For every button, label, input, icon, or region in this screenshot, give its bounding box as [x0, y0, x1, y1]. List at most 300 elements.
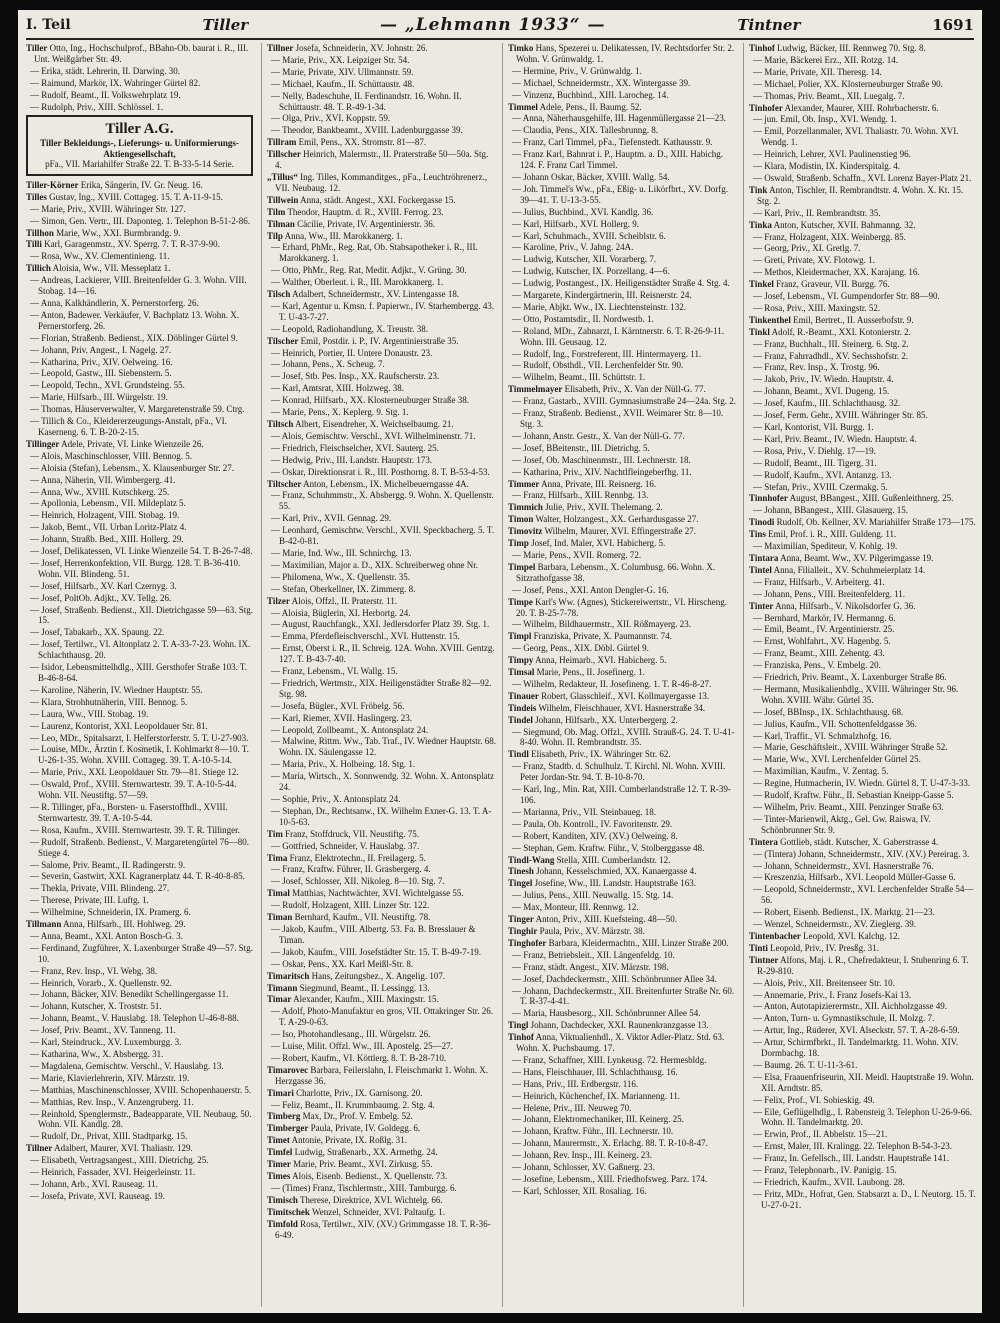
directory-entry [508, 1079, 737, 1090]
entry-text: Charlotte, Priv., IX. Garnisong. 20. [296, 1087, 423, 1098]
entry-text: — Katharina, Ww., X. Absbergg. 31. [30, 1049, 164, 1059]
entry-surname: Tillinger [26, 438, 60, 449]
directory-entry [749, 517, 978, 528]
entry-text: — Luise, Milit. Offzl. Ww., III. Apostelg. 25—27. [271, 1041, 453, 1052]
entry-text: — Wilhelm, Beamt., III. Schüttstr. 1. [512, 372, 646, 383]
entry-text: — Heinrich, Portier, II. Untere Donaustr. 23. [271, 347, 433, 358]
entry-text: — Robert, Kanditen, XIV. (XV.) Oelweing. 8. [512, 830, 678, 841]
directory-entry [508, 938, 737, 949]
directory-columns [26, 43, 978, 1307]
directory-entry [508, 831, 737, 842]
directory-entry [267, 172, 496, 194]
entry-text: Ing. Tilles, Kommanditges., pFa., Leuchtröhrenerz., VII. Neubaug. 12. [275, 171, 488, 193]
entry-surname: Tinauer [508, 690, 539, 701]
directory-entry [508, 102, 737, 113]
entry-surname: Timaritsch [267, 970, 310, 981]
entry-text: — Maximilian, Kaufm., V. Zentag. 5. [753, 766, 889, 777]
entry-text: — Marie, Priv., XVIII. Währinger Str. 127. [30, 203, 186, 214]
entry-text: — Tinter-Marienwil, Aktg., Gel. Gw. Raiswa, IV. Schönbrunner Str. 9. [753, 813, 931, 835]
entry-text: — Franz, Stadtb. d. Schulhulz. T. Kirchl. Nl. Wohn. XVIII. Peter Jordan-Str. 94. T. B-10-8-70. [512, 761, 726, 783]
directory-entry [267, 736, 496, 758]
entry-text: — Hermine, Priv., V. Grünwaldg. 1. [512, 65, 642, 76]
entry-text: — Heinrich, Lehrer, XVI. Paulinenstieg 96. [753, 149, 911, 160]
entry-surname: Tindl [508, 749, 529, 760]
directory-entry [749, 529, 978, 540]
directory-entry [749, 279, 978, 290]
directory-entry [267, 725, 496, 736]
directory-entry [508, 502, 737, 513]
entry-surname: Tinger [508, 914, 534, 925]
entry-surname: Tins [749, 529, 766, 540]
entry-text: Johann, Dachdecker, XXI. Raunenkranzgasse 13. [530, 1020, 709, 1031]
entry-text: — Oswald, Straßenb. Schaffn., XVI. Lorenz Bayer-Platz 21. [753, 172, 972, 183]
directory-column [261, 43, 496, 1307]
entry-text: — Adolf, Photo-Manufaktur en gros, VII. Ottakringer Str. 26. T. A-29-0-63. [271, 1006, 494, 1028]
directory-entry [267, 1065, 496, 1087]
entry-text: — Sophie, Priv., X. Antonsplatz 24. [271, 794, 401, 804]
entry-text: Franz, Graveur, VII. Burgg. 76. [776, 279, 890, 290]
entry-text: — Johann, Kutscher, X. Troststr. 51. [30, 1001, 162, 1012]
directory-entry [26, 802, 255, 824]
directory-entry [267, 829, 496, 840]
entry-text: — Josef, PoltOb. Adjkt., XV. Tellg. 26. [30, 592, 172, 603]
entry-text: — Johann, Dachdeckermstr., XII. Breitenfurter Straße Nr. 60. T. R-37-4-41. [512, 985, 735, 1007]
directory-entry [267, 1088, 496, 1099]
entry-text: — Matthias, Rev. Insp., V. Anzengruberg. 11. [30, 1096, 194, 1107]
entry-text: — Karl, Agentur u. Kmsn. f. Papierwr., IV. Starhembergg. 43. T. U-43-7-27. [271, 300, 495, 322]
entry-text: Anna, Heimarb., XVI. Habicherg. 5. [535, 655, 667, 666]
directory-entry [508, 1114, 737, 1125]
directory-entry [749, 553, 978, 564]
entry-text: Emil, Pens., XX. Stromstr. 81—87. [298, 137, 427, 148]
directory-entry [749, 43, 978, 54]
directory-entry [508, 655, 737, 666]
directory-entry [749, 103, 978, 114]
directory-entry [26, 216, 255, 227]
entry-surname: Timko [508, 43, 534, 53]
entry-text: Josef, Ind. Maler, XVI. Habicherg. 5. [531, 538, 666, 549]
entry-text: — Fritz, MDr., Hofrat, Gen. Stabsarzt a. D., I. Neutorg. 15. T. U-27-0-21. [753, 1188, 976, 1210]
entry-text: Bernhard, Kaufm., VII. Neustiftg. 78. [294, 912, 431, 923]
directory-entry [26, 463, 255, 474]
directory-entry [508, 1091, 737, 1102]
directory-entry [267, 596, 496, 607]
entry-text: — Johann, Arb., XVI. Rauseag. 11. [30, 1178, 158, 1189]
directory-page [18, 10, 982, 1313]
entry-text: — (Tintera) Johann, Schneidermstr., XIV. (XV.) Pereirag. 3. [753, 848, 970, 859]
directory-entry [26, 733, 255, 744]
directory-entry [26, 581, 255, 592]
entry-text: — Stephan, Dr., Rechtsanw., IX. Wilhelm Exner-G. 13. T. A-10-5-63. [271, 805, 492, 827]
entry-text: Adele, Private, VI. Linke Wienzeile 26. [61, 438, 204, 449]
entry-text: — jun. Emil, Ob. Insp., XVI. Wendg. 1. [753, 114, 897, 125]
last-entry-word: Tintner [737, 16, 801, 34]
directory-entry [267, 947, 496, 958]
entry-text: — Heinrich, Holzagent, VIII. Stobag. 19. [30, 510, 180, 521]
directory-entry [267, 643, 496, 665]
directory-entry [749, 849, 978, 860]
entry-surname: Tillram [267, 137, 297, 148]
directory-entry [26, 1097, 255, 1108]
directory-entry [267, 666, 496, 677]
directory-entry [267, 525, 496, 547]
entry-text: Rosa, Tertilwr., XIV. (XV.) Grimmgasse 18. T. R-36-6-49. [275, 1218, 491, 1240]
entry-surname: Timar [267, 994, 292, 1005]
entry-text: — Jakob, Priv., IV. Wiedn. Hauptstr. 4. [753, 374, 894, 385]
directory-entry [749, 707, 978, 718]
directory-entry [749, 1189, 978, 1211]
entry-surname: Tinter [749, 600, 774, 611]
entry-text: — Baumg. 26. T. U-11-3-61. [753, 1059, 858, 1070]
entry-text: — Johann, Kraftw. Führ., III. Lechnerstr. 10. [512, 1126, 674, 1137]
directory-entry [749, 386, 978, 397]
entry-text: — Julius, Buchbind., XVI. Kandlg. 36. [512, 206, 654, 217]
entry-text: — Hans, Priv., III. Erdbergstr. 116. [512, 1078, 639, 1089]
directory-entry [267, 983, 496, 994]
entry-text: Matthias, Nachtwächter, XVI. Wichtelgasse 55. [292, 888, 464, 899]
directory-entry [749, 1129, 978, 1140]
entry-text: — Johann, Rev. Insp., III. Keinerg. 23. [512, 1150, 652, 1161]
entry-text: — Karoline, Näherin, IV. Wiedner Hauptstr. 55. [30, 684, 203, 695]
entry-text: Karl, Garagenmstr., XV. Sperrg. 7. T. R-37-9-90. [44, 239, 220, 250]
entry-text: — Vinzenz, Buchbind., XIII. Larocheg. 14. [512, 89, 669, 100]
directory-entry [508, 691, 737, 702]
directory-entry [26, 1179, 255, 1190]
entry-text: — Ludwig, Kutscher, XII. Vorarberg. 7. [512, 254, 657, 265]
directory-entry [267, 1029, 496, 1040]
directory-entry [267, 560, 496, 571]
entry-text: Alois, Eisenb. Bedienst., X. Quellenstr. 73. [292, 1171, 448, 1181]
directory-entry [26, 345, 255, 356]
entry-text: — Franz, Gastarb., XVIII. Gymnasiumstraße 24—24a. Stg. 2. [512, 396, 736, 407]
directory-entry [26, 404, 255, 415]
entry-surname: Tinghofer [508, 937, 547, 948]
directory-entry [508, 302, 737, 313]
entry-text: — Leopold, Radiohandlung, X. Treustr. 38. [271, 323, 428, 334]
directory-entry [26, 1001, 255, 1012]
directory-entry [26, 180, 255, 191]
directory-entry [267, 1207, 496, 1218]
directory-entry [749, 778, 978, 789]
entry-text: — Franz, Schuhmmstr., X. Absbergg. 9. Wohn. X. Quellenstr. 55. [271, 490, 494, 512]
entry-text: — Annemarie, Priv., I. Franz Josefs-Kai 13. [753, 989, 912, 1000]
directory-entry [267, 1135, 496, 1146]
directory-entry [508, 242, 737, 253]
directory-entry [508, 78, 737, 89]
entry-text: — Franz, Hilfsarb., V. Arbeiterg. 41. [753, 576, 885, 587]
entry-text: — Karl, Priv., XVII. Gennag. 29. [271, 513, 392, 524]
entry-text: — Franz, In. Gefellsch., III. Landstr. Hauptstraße 141. [753, 1153, 949, 1164]
entry-text: Gottlieb, städt. Kutscher, X. Gaberstrasse 4. [780, 836, 939, 847]
directory-entry [26, 825, 255, 836]
directory-entry [267, 1123, 496, 1134]
directory-entry [508, 43, 737, 65]
directory-entry [508, 490, 737, 501]
entry-text: — Claudia, Pens., XIX. Tallesbrunng. 8. [512, 125, 658, 136]
entry-text: Albert, Eisendreher, X. Weichselbaumg. 21. [295, 419, 454, 429]
directory-entry [749, 446, 978, 457]
entry-surname: Times [267, 1171, 291, 1181]
directory-entry [508, 585, 737, 596]
directory-entry [508, 90, 737, 101]
directory-entry [267, 971, 496, 982]
directory-entry [508, 631, 737, 642]
entry-text: — Helene, Priv., III. Neuweg 70. [512, 1102, 632, 1113]
entry-surname: Timmer [508, 478, 540, 489]
directory-entry [26, 298, 255, 309]
directory-entry [26, 1061, 255, 1072]
directory-entry [26, 534, 255, 545]
entry-text: — Marie, Pens., XVII. Romerg. 72. [512, 549, 642, 560]
entry-text: — Georg, Pens., XIX. Döbl. Gürtel 9. [512, 643, 649, 654]
directory-entry [26, 639, 255, 661]
directory-entry [749, 208, 978, 219]
ad-text: pFa., VII. Mariahilfer Straße 22. T. B-33-5-14 Serie. [45, 159, 234, 170]
entry-text: — Karl, Riemer, XVII. Haslingerg. 23. [271, 712, 412, 723]
directory-entry [749, 1153, 978, 1164]
directory-entry [267, 1159, 496, 1170]
entry-text: — Hedwig, Priv., III. Landstr. Hauptstr. 173. [271, 454, 433, 465]
directory-entry [267, 701, 496, 712]
directory-entry [267, 631, 496, 642]
entry-surname: Tilles [26, 191, 47, 202]
entry-text: — Walther, Oberleut. i. R., III. Marokkanerg. 1. [271, 277, 444, 288]
directory-entry [749, 601, 978, 612]
entry-text: — Johann, Schlosser, XV. Gaßnerg. 23. [512, 1162, 655, 1173]
entry-text: — Jakob, Kaufm., VIII. Josefstädter Str. 15. T. B-49-7-19. [271, 946, 481, 957]
entry-text: — Alois, Priv., XII. Breitenseer Str. 10. [753, 977, 895, 988]
directory-entry [749, 1013, 978, 1024]
entry-text: Anton, Tischler, II. Rembrandtstr. 4. Wohn. X. Kt. 15. Stg. 2. [757, 184, 964, 206]
entry-text: — Johann, Beamt., V. Hauslabg. 18. Telephon U-46-8-88. [30, 1013, 239, 1024]
directory-entry [267, 900, 496, 911]
entry-text: — Marie, Priv., XXI. Leopoldauer Str. 79—81. Stiege 12. [30, 767, 239, 778]
directory-entry [508, 526, 737, 537]
entry-text: — Johann, Priv. Angest., I. Nagelg. 27. [30, 344, 172, 355]
directory-entry [267, 924, 496, 946]
entry-text: — Rudolf, Kraftw. Führ., II. Sebastian Kneipp-Gasse 5. [753, 790, 954, 801]
entry-text: — Maximilian, Major a. D., XIX. Schreiberweg ohne Nr. [271, 559, 478, 570]
entry-text: Adele, Pens., II. Baumg. 52. [539, 101, 642, 112]
entry-text: — Paula, Ob. Kontroll., IV. Favoritenstr. 29. [512, 818, 673, 829]
entry-text: — Johann, Pens., VIII. Breitenfelderg. 11. [753, 588, 906, 599]
directory-entry [508, 1174, 737, 1185]
entry-text: — Anton, Autotapizierermstr., XII. Aichholzgasse 49. [753, 1001, 947, 1012]
entry-text: — Anna, Kalkhändlerin, X. Pernerstorferg. 26. [30, 298, 199, 308]
entry-surname: Tinodi [749, 517, 775, 528]
entry-text: — Laura, Ww., VIII. Stobag. 19. [30, 708, 149, 719]
entry-text: — Franz, Holzagent, XIX. Weinbergg. 85. [753, 231, 906, 242]
directory-entry [508, 207, 737, 218]
directory-entry [267, 1041, 496, 1052]
entry-text: — Feliz, Beamt., II. Krummbaumg. 2. Stg. 4. [271, 1099, 435, 1110]
entry-text: — (Times) Franz, Tischlermstr., XIII. Tamburgg. 6. [271, 1182, 457, 1193]
directory-entry [267, 1171, 496, 1182]
entry-text: — Thomas, Häuserverwalter, V. Margaretenstraße 59. Ctrg. [30, 404, 245, 415]
entry-text: — Johann, Schneidermstr., XVI. Hasnerstraße 76. [753, 860, 934, 871]
directory-entry [508, 66, 737, 77]
directory-entry [508, 727, 737, 749]
directory-entry [26, 627, 255, 638]
directory-entry [26, 662, 255, 684]
directory-entry [267, 771, 496, 793]
entry-text: Alois, Offzl., II. Praterstr. 11. [291, 595, 398, 606]
directory-column [26, 43, 255, 1307]
directory-entry [26, 1143, 255, 1154]
entry-text: — Josef, Schlosser, XII. Nikoleg. 8—10. Stg. 7. [271, 876, 445, 887]
directory-entry [749, 232, 978, 243]
directory-entry [26, 192, 255, 203]
entry-text: Heinrich, Malermstr., II. Praterstraße 50—50a. Stg. 4. [275, 149, 489, 171]
directory-entry [267, 794, 496, 805]
entry-text: — Aloisia, Büglerin, XI. Herbortg. 24. [271, 607, 411, 618]
entry-text: — Johann, Beamt., XVI. Dugeng. 15. [753, 386, 890, 397]
entry-text: — Hermann, Musikalienhdlg., XVIII. Währinger Str. 96. Wohn. XVIII. Währ. Gürtel 35. [753, 683, 959, 705]
directory-entry [267, 619, 496, 630]
entry-text: — Josef, BBInsp., IX. Schlachthausg. 68. [753, 706, 904, 717]
directory-entry [749, 458, 978, 469]
entry-text: — Franz, Rev. Insp., X. Trostg. 96. [753, 362, 880, 373]
entry-text: — Georg, Priv., XI. Gretlg. 7. [753, 243, 861, 254]
directory-entry [267, 888, 496, 899]
entry-text: — Rudolf, Dr., Privat, XIII. Stadtparkg. 15. [30, 1131, 188, 1142]
directory-entry [508, 926, 737, 937]
entry-text: — Rudolf, Straßenb. Bedienst., V. Margaretengürtel 76—80. Stiege 4. [30, 836, 249, 858]
entry-text: Antonie, Private, IX. Roßlg. 31. [291, 1135, 407, 1146]
entry-surname: Tiller [26, 43, 48, 53]
entry-text: — Josef, Delikatessen, VI. Linke Wienzeile 54. T. B-26-7-48. [30, 546, 253, 557]
directory-entry [749, 742, 978, 753]
entry-text: — Marie, Private, XIV. Ullmannstr. 59. [271, 66, 414, 77]
entry-text: — Josefa, Private, XVI. Rauseag. 19. [30, 1190, 165, 1201]
directory-entry [26, 102, 255, 113]
entry-text: — Oskar, Pens., XX. Karl Meißl-Str. 8. [271, 958, 414, 969]
directory-entry [749, 837, 978, 848]
entry-text: — Anna, Ww., XVIII. Kutschkerg. 25. [30, 486, 170, 497]
directory-entry [26, 1049, 255, 1060]
directory-column [743, 43, 978, 1307]
entry-text: — Magdalena, Gemischtw. Verschl., V. Hauslabg. 13. [30, 1060, 224, 1071]
entry-text: Anna, Ww., III. Marokkanerg. 1. [284, 230, 403, 241]
directory-entry [749, 648, 978, 659]
directory-entry [749, 126, 978, 148]
directory-entry [508, 396, 737, 407]
entry-text: — Karl, Steindruck., XV. Luxemburgg. 3. [30, 1037, 182, 1048]
directory-entry [26, 1025, 255, 1036]
entry-text: — Severin, Gastwirt, XXI. Kagranerplatz 44. T. R-40-8-85. [30, 871, 245, 882]
entry-text: — Elisabeth, Vertragsangest., XIII. Dietrichg. 25. [30, 1155, 209, 1166]
directory-entry [749, 91, 978, 102]
entry-text: Siegmund, Beamt., II. Lessingg. 13. [299, 982, 430, 993]
entry-text: — Anna, Näherin, VII. Wimbergerg. 41. [30, 474, 176, 485]
entry-text: — Franz, Carl Timmel, pFa., Tiefenstedt. Kathausstr. 9. [512, 137, 713, 148]
directory-entry [508, 1032, 737, 1054]
directory-entry [267, 149, 496, 171]
directory-entry [749, 362, 978, 373]
entry-text: — Theodor, Bankbeamt., XVIII. Ladenburggasse 39. [271, 125, 463, 136]
entry-surname: Tillner [26, 1143, 53, 1154]
entry-surname: Tingl [508, 1020, 529, 1031]
directory-entry [749, 955, 978, 977]
entry-surname: Tinghir [508, 925, 538, 936]
entry-surname: Timari [267, 1087, 294, 1098]
entry-surname: Timpy [508, 655, 534, 666]
directory-entry [267, 806, 496, 828]
directory-entry [508, 219, 737, 230]
directory-entry [26, 895, 255, 906]
directory-entry [749, 482, 978, 493]
directory-entry [749, 303, 978, 314]
directory-entry [26, 837, 255, 859]
directory-entry [26, 66, 255, 77]
advertisement-box [26, 115, 253, 176]
directory-entry [267, 242, 496, 264]
entry-text: — Josef, Ferm. Gehr., XVIII. Währinger Str. 85. [753, 410, 928, 421]
directory-entry [508, 974, 737, 985]
directory-entry [508, 349, 737, 360]
entry-text: — Nelly, Badeschuhe, II. Ferdinandstr. 16. Wohn. II. Schüttaustr. 48. T. R-49-1-34. [271, 90, 462, 112]
entry-text: Anna, Hilfsarb., III. Hohlweg. 29. [63, 919, 186, 930]
entry-text: — Johann, Bäcker, XIV. Benedikt Schellingergasse 11. [30, 989, 229, 1000]
directory-entry [749, 931, 978, 942]
entry-text: — Josefine, Lebensm., XIII. Friedhofsweg. Parz. 174. [512, 1174, 708, 1184]
entry-text: Josefine, Ww., III. Landstr. Hauptstraße 163. [534, 878, 697, 889]
directory-entry [749, 907, 978, 918]
entry-text: — Regine, Hutmacherin, IV. Wiedn. Gürtel 8. T. U-47-3-33. [753, 778, 971, 789]
directory-entry [749, 1037, 978, 1059]
entry-text: — Leo, MDr., Spitalsarzt, I. Helferstorferstr. 5. T. U-27-903. [30, 732, 249, 743]
entry-text: Anna, städt. Angest., XXI. Fockergasse 15. [300, 194, 456, 205]
entry-text: — Friedrich, Kaufm., XVII. Laubong. 28. [753, 1177, 905, 1187]
directory-entry [508, 597, 737, 619]
entry-text: — Wilhelm, Bildhauermstr., XII. Rößmayerg. 23. [512, 619, 692, 630]
entry-text: — Marie, Private, XII. Theresg. 14. [753, 66, 882, 77]
directory-entry [267, 207, 496, 218]
directory-entry [26, 605, 255, 627]
directory-entry [749, 434, 978, 445]
directory-entry [267, 219, 496, 230]
entry-text: — Julius, Pens., XIII. Neuwallg. 15. Stg. 14. [512, 890, 674, 901]
entry-text: — Ernst, Wohlfahrt., XV. Hagenbg. 5. [753, 636, 891, 647]
directory-entry [749, 267, 978, 278]
directory-entry [749, 613, 978, 624]
directory-entry [26, 1191, 255, 1202]
directory-entry [267, 1219, 496, 1241]
directory-entry [26, 779, 255, 801]
entry-text: — Marie, Ind. Ww., III. Schnirchg. 13. [271, 547, 412, 558]
directory-entry [267, 912, 496, 923]
entry-surname: Timan [267, 912, 293, 923]
entry-surname: Tiller-Körner [26, 179, 79, 190]
directory-entry [267, 1195, 496, 1206]
directory-entry [26, 1037, 255, 1048]
entry-text: Johann, Kesselschmied, XX. Kanaergasse 4. [536, 866, 697, 877]
entry-text: — Karl, Schlosser, XII. Rosaliag. 16. [512, 1185, 647, 1196]
entry-text: — Aloisia (Stefan), Lebensm., X. Klausenburger Str. 27. [30, 462, 235, 473]
directory-entry [508, 1103, 737, 1114]
directory-entry [26, 43, 255, 65]
entry-surname: Tilm [267, 206, 286, 217]
directory-entry [26, 919, 255, 930]
entry-text: — Roland, MDr., Zahnarzt, I. Kärntnerstr. 6. T. R-26-9-11. Wohn. III. Geusaug. 12. [512, 325, 725, 347]
directory-entry [508, 986, 737, 1008]
entry-surname: Tinhofer [749, 102, 783, 113]
directory-entry [267, 265, 496, 276]
entry-surname: Timsal [508, 667, 535, 678]
entry-surname: Tintenbacher [749, 930, 801, 941]
entry-text: — Ernst, Oberst i. R., II. Schreig. 12A. Wohn. XVIII. Gentzg. 127. T. B-43-7-40. [271, 643, 495, 665]
entry-text: — Otto, Postamtsdir., II. Nordwestb. 1. [512, 313, 654, 324]
